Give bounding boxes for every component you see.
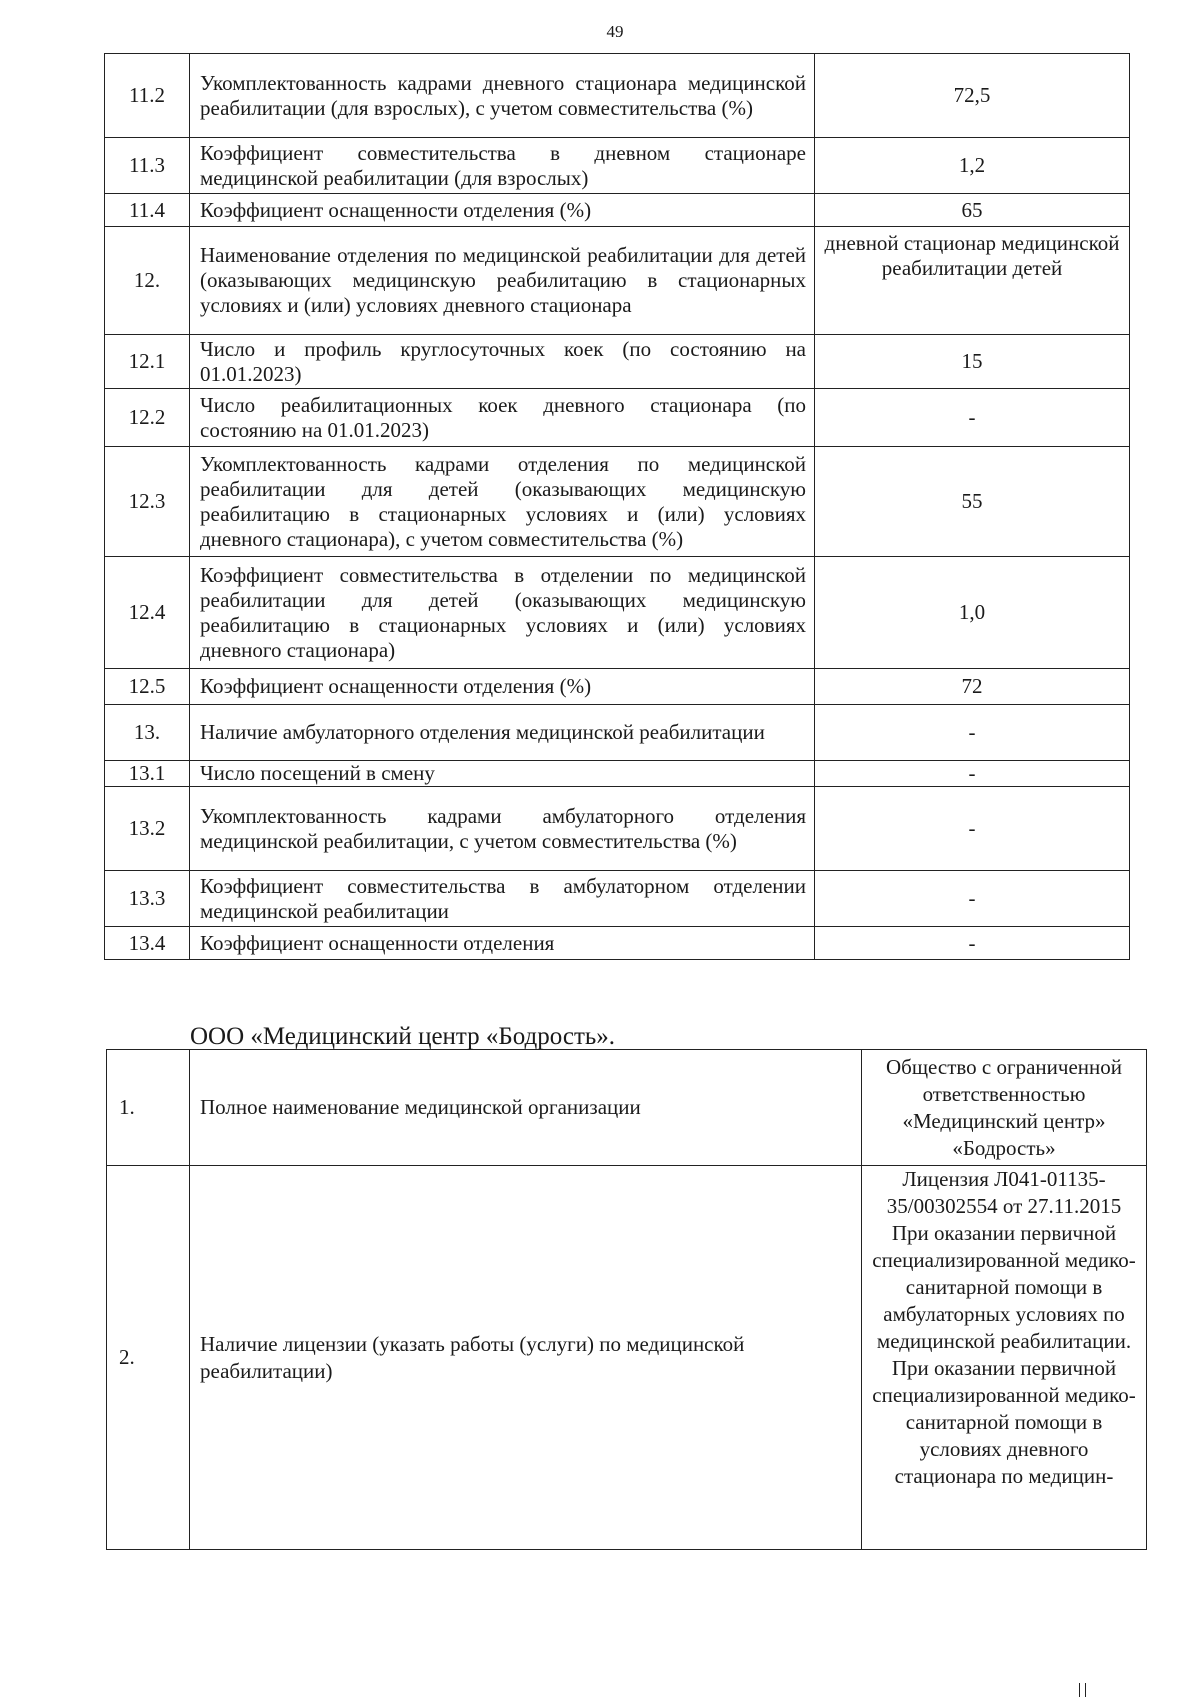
row-description: Коэффициент совместительства в дневном стационаре медицинской реабилитации (для взрослых) xyxy=(190,138,815,194)
row-number: 12.3 xyxy=(105,447,190,557)
row-value: 1,2 xyxy=(815,138,1130,194)
row-number: 11.2 xyxy=(105,54,190,138)
row-value: - xyxy=(815,871,1130,927)
table-row xyxy=(105,194,1130,227)
row-value: 1,0 xyxy=(815,557,1130,669)
table-row xyxy=(105,447,1130,557)
row-number: 12.2 xyxy=(105,389,190,447)
table-row xyxy=(105,227,1130,335)
row-description: Коэффициент оснащенности отделения (%) xyxy=(190,194,815,227)
row-value: 55 xyxy=(815,447,1130,557)
row-value: 72 xyxy=(815,669,1130,705)
table-row xyxy=(107,1050,1147,1166)
scan-edge-mark xyxy=(1079,1683,1086,1697)
table-row xyxy=(105,669,1130,705)
row-value: 72,5 xyxy=(815,54,1130,138)
row-number: 13.1 xyxy=(105,761,190,787)
row-description: Наличие амбулаторного отделения медицинской реабилитации xyxy=(190,705,815,761)
row-number: 11.3 xyxy=(105,138,190,194)
table-row xyxy=(105,761,1130,787)
rehab-indicators-table xyxy=(104,53,1130,960)
row-description: Наименование отделения по медицинской реабилитации для детей (оказывающих медицинскую реабилитацию в стационарных условиях и (или) условиях дневного стационара xyxy=(190,227,815,335)
table-row xyxy=(105,138,1130,194)
row-number: 12.5 xyxy=(105,669,190,705)
table-row xyxy=(105,557,1130,669)
row-description: Число реабилитационных коек дневного стационара (по состоянию на 01.01.2023) xyxy=(190,389,815,447)
row-value: 65 xyxy=(815,194,1130,227)
table-row xyxy=(105,54,1130,138)
table-row xyxy=(107,1166,1147,1550)
row-description: Коэффициент оснащенности отделения (%) xyxy=(190,669,815,705)
table-row xyxy=(105,705,1130,761)
table-row xyxy=(105,927,1130,960)
row-number: 13.2 xyxy=(105,787,190,871)
row-value: - xyxy=(815,927,1130,960)
row-value: - xyxy=(815,705,1130,761)
row-number: 12.1 xyxy=(105,335,190,389)
row-number: 12.4 xyxy=(105,557,190,669)
page-number: 49 xyxy=(606,22,624,41)
row-description: Наличие лицензии (указать работы (услуги) по медицинской реабилитации) xyxy=(190,1166,862,1550)
row-value: 15 xyxy=(815,335,1130,389)
row-description: Укомплектованность кадрами дневного стационара медицинской реабилитации (для взрослых), с учетом совместительства (%) xyxy=(190,54,815,138)
row-description: Полное наименование медицинской организации xyxy=(190,1050,862,1166)
row-value: Общество с ограниченной ответственностью «Медицинский центр» «Бодрость» xyxy=(862,1050,1147,1166)
row-description: Число посещений в смену xyxy=(190,761,815,787)
table-row xyxy=(105,335,1130,389)
row-number: 13.3 xyxy=(105,871,190,927)
table-row xyxy=(105,871,1130,927)
row-description: Коэффициент оснащенности отделения xyxy=(190,927,815,960)
row-value: - xyxy=(815,787,1130,871)
row-description: Укомплектованность кадрами амбулаторного отделения медицинской реабилитации, с учетом совместительства (%) xyxy=(190,787,815,871)
row-number: 13. xyxy=(105,705,190,761)
organization-info-table xyxy=(106,1049,1147,1550)
row-description: Укомплектованность кадрами отделения по медицинской реабилитации для детей (оказывающих медицинскую реабилитацию в стационарных условиях и (или) условиях дневного стационара), с учетом совместительства (%) xyxy=(190,447,815,557)
row-value: дневной стационар медицинской реабилитации детей xyxy=(815,227,1130,335)
organization-title: ООО «Медицинский центр «Бодрость». xyxy=(190,1023,616,1050)
row-number: 2. xyxy=(107,1166,190,1550)
row-value: - xyxy=(815,389,1130,447)
row-number: 13.4 xyxy=(105,927,190,960)
row-number: 1. xyxy=(107,1050,190,1166)
row-description: Коэффициент совместительства в отделении по медицинской реабилитации для детей (оказывающих медицинскую реабилитацию в стационарных условиях и (или) условиях дневного стационара) xyxy=(190,557,815,669)
row-description: Коэффициент совместительства в амбулаторном отделении медицинской реабилитации xyxy=(190,871,815,927)
row-number: 11.4 xyxy=(105,194,190,227)
row-description: Число и профиль круглосуточных коек (по состоянию на 01.01.2023) xyxy=(190,335,815,389)
row-value: Лицензия Л041-01135-35/00302554 от 27.11.2015 При оказании первичной специализированной медико-санитарной помощи в амбулаторных условиях по медицинской реабилитации. При оказании первичной специализированной медико-санитарной помощи в условиях дневного стационара по медицин- xyxy=(862,1166,1147,1550)
row-number: 12. xyxy=(105,227,190,335)
table-row xyxy=(105,787,1130,871)
row-value: - xyxy=(815,761,1130,787)
table-row xyxy=(105,389,1130,447)
